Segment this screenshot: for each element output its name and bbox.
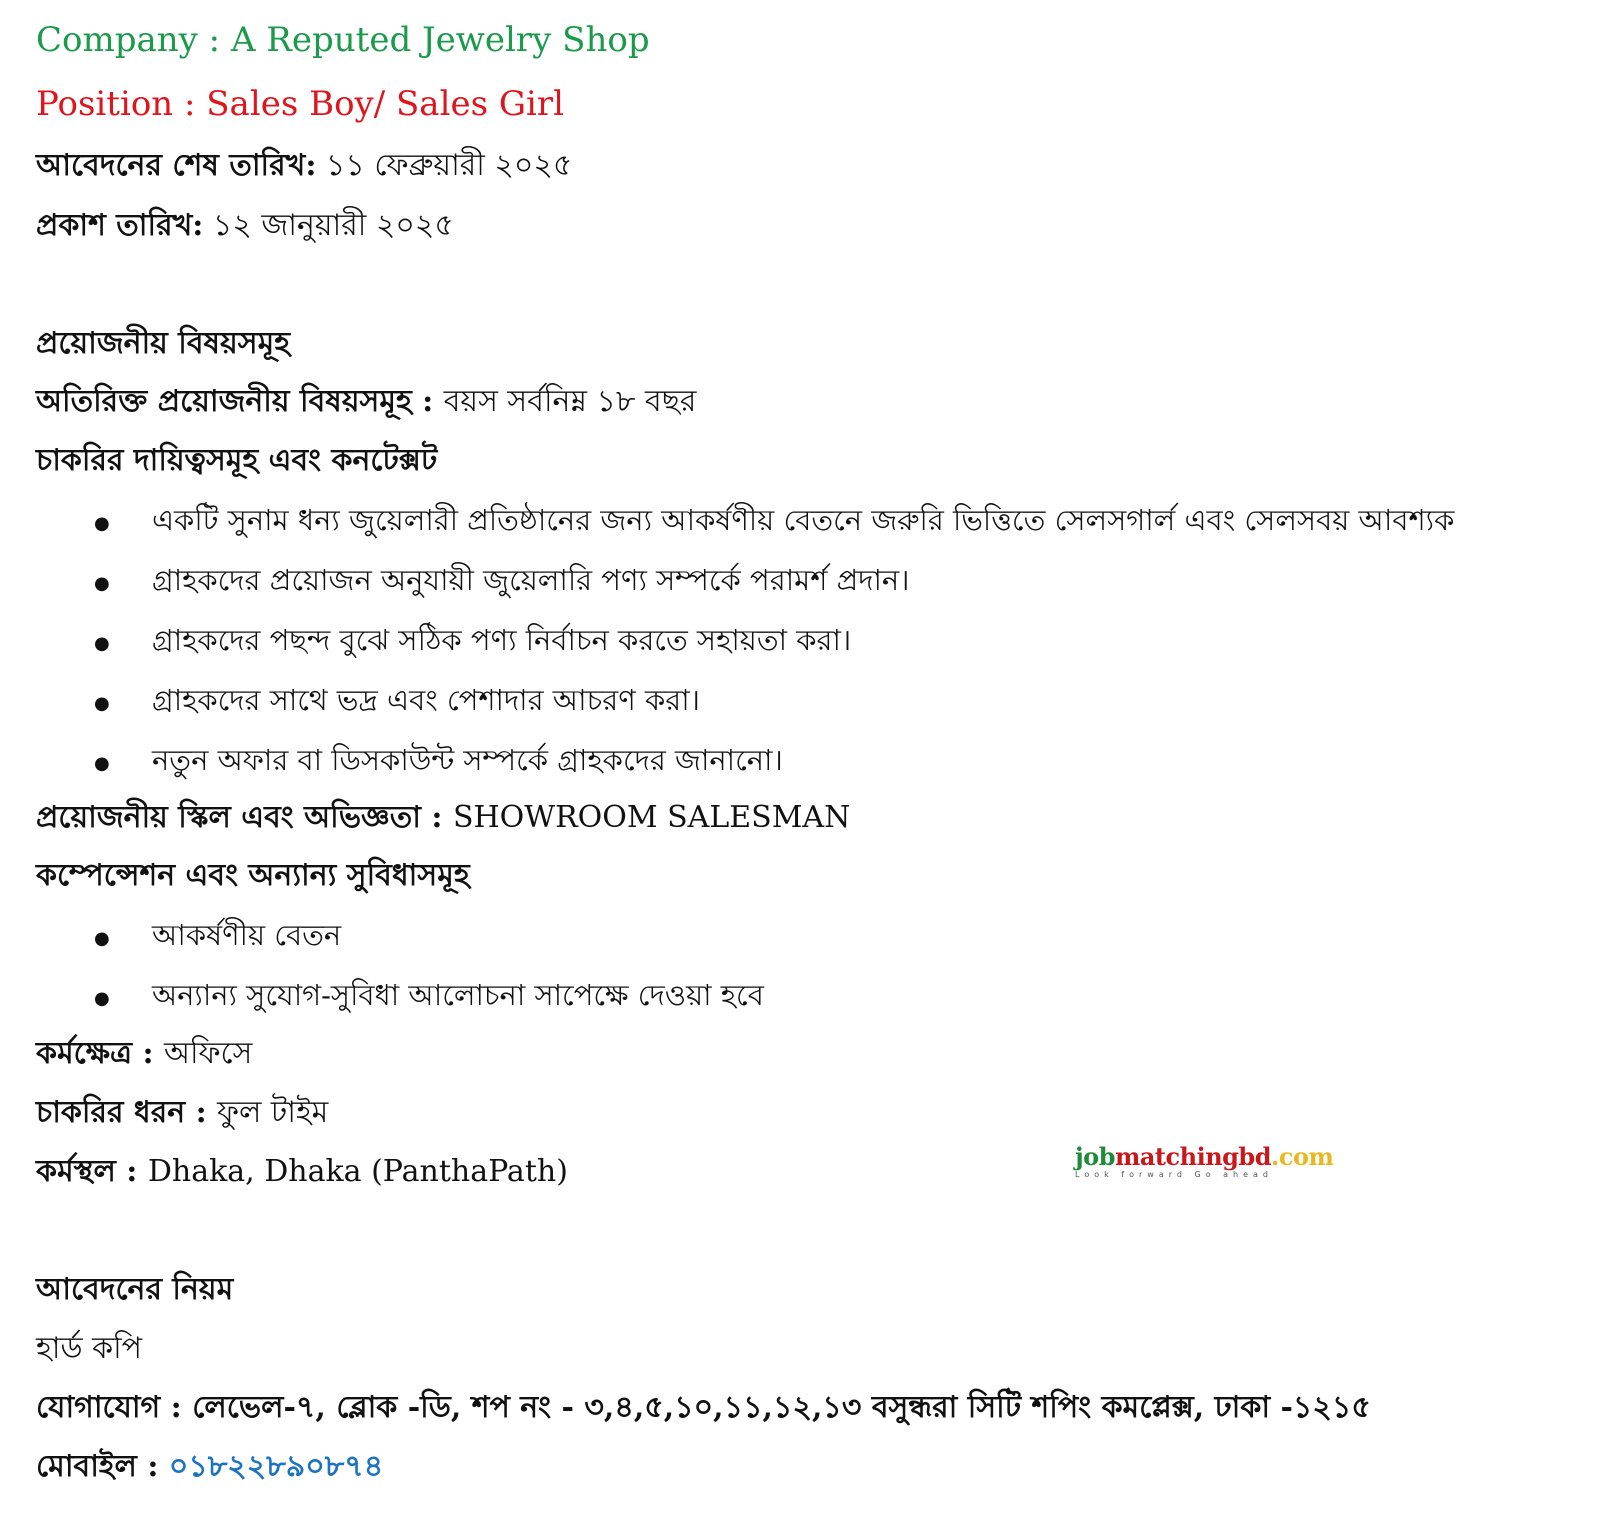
position-label: Position : [36,84,207,124]
published-line [36,206,454,246]
skills-label: প্রয়োজনীয় স্কিল এবং অভিজ্ঞতা : [36,800,453,835]
additional-requirements-label: অতিরিক্ত প্রয়োজনীয় বিষয়সমূহ : [36,384,444,419]
location-label: কর্মস্থল : [36,1154,148,1189]
benefits-list [0,915,764,1035]
company-line [36,20,650,60]
list-item: ● গ্রাহকদের পছন্দ বুঝে সঠিক পণ্য নির্বাচন করতে সহায়তা করা। [0,620,1454,680]
workplace-value: অফিসে [164,1036,253,1071]
additional-requirements-value: বয়স সর্বনিম্ন ১৮ বছর [443,384,697,419]
deadline-label: আবেদনের শেষ তারিখ: [36,148,317,183]
position-name: Sales Boy/ Sales Girl [206,84,564,124]
mobile-number[interactable]: ০১৮২২৮৯০৮৭৪ [168,1449,384,1484]
responsibilities-heading: চাকরির দায়িত্বসমূহ এবং কনটেক্সট [36,443,438,478]
list-item: ● আকর্ষণীয় বেতন [0,915,764,975]
apply-method: হার্ড কপি [36,1331,143,1366]
contact-address: লেভেল-৭, ব্লোক -ডি, শপ নং - ৩,৪,৫,১০,১১,১২,১৩ বসুন্ধরা সিটি শপিং কমপ্লেক্স, ঢাকা -১২১৫ [192,1390,1371,1425]
responsibilities-list [0,500,1454,800]
published-label: প্রকাশ তারিখ: [36,208,204,243]
list-item: ● একটি সুনাম ধন্য জুয়েলারী প্রতিষ্ঠানের জন্য আকর্ষণীয় বেতনে জরুরি ভিত্তিতে সেলসগার্ল এবং সেলসবয় আবশ্যক [0,500,1454,560]
workplace-label: কর্মক্ষেত্র : [36,1036,165,1071]
location-value: Dhaka, Dhaka (PanthaPath) [147,1154,568,1189]
additional-requirements-line [36,382,696,422]
requirements-heading: প্রয়োজনীয় বিষয়সমূহ [36,326,290,361]
job-type-value: ফুল টাইম [217,1095,329,1130]
logo-part-job: job [1075,1142,1115,1171]
jobmatchingbd-logo [1075,1144,1335,1184]
job-type-label: চাকরির ধরন : [36,1095,218,1130]
skills-value: SHOWROOM SALESMAN [452,800,851,835]
position-line [36,84,564,124]
published-value: ১২ জানুয়ারী ২০২৫ [203,208,454,243]
benefits-heading: কম্পেন্সেশন এবং অন্যান্য সুবিধাসমূহ [36,858,470,893]
deadline-value: ১১ ফেব্রুয়ারী ২০২৫ [316,148,573,183]
deadline-line [36,146,572,186]
apply-heading: আবেদনের নিয়ম [36,1272,234,1307]
mobile-line [36,1447,383,1487]
list-item: ● অন্যান্য সুযোগ-সুবিধা আলোচনা সাপেক্ষে দেওয়া হবে [0,975,764,1035]
logo-tagline: Look forward Go ahead [1075,1170,1274,1179]
list-item: ● গ্রাহকদের সাথে ভদ্র এবং পেশাদার আচরণ করা। [0,680,1454,740]
workplace-line [36,1034,252,1074]
company-name: A Reputed Jewelry Shop [230,20,650,60]
company-label: Company : [36,20,231,60]
list-item: ● নতুন অফার বা ডিসকাউন্ট সম্পর্কে গ্রাহকদের জানানো। [0,740,1454,800]
job-type-line [36,1093,328,1133]
contact-label: যোগাযোগ : [36,1390,193,1425]
location-line [36,1152,568,1192]
contact-line [36,1388,1371,1428]
mobile-label: মোবাইল : [36,1449,169,1484]
logo-part-com: .com [1271,1142,1334,1171]
skills-line [36,798,850,838]
logo-part-matching: matchingbd [1114,1142,1271,1171]
list-item: ● গ্রাহকদের প্রয়োজন অনুযায়ী জুয়েলারি পণ্য সম্পর্কে পরামর্শ প্রদান। [0,560,1454,620]
